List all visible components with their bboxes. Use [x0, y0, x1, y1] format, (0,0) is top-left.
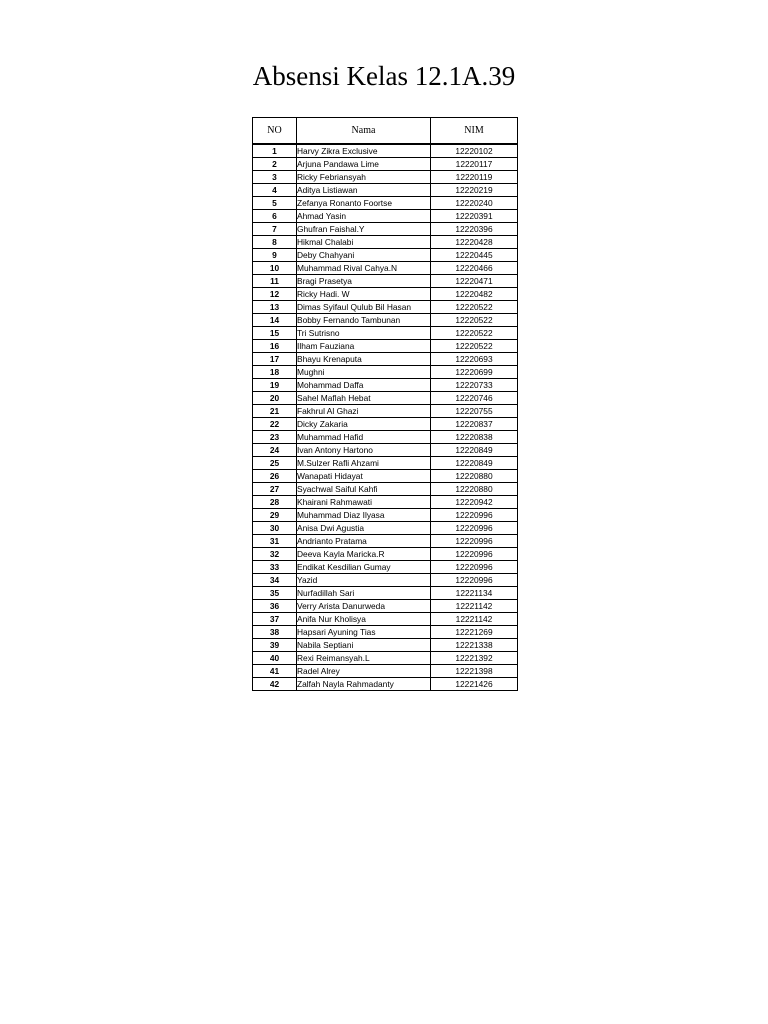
- attendance-table: [252, 117, 518, 691]
- cell-nim: 12220996: [431, 535, 518, 548]
- cell-nim: 12220880: [431, 470, 518, 483]
- table-row: [253, 314, 518, 327]
- cell-nim: 12220102: [431, 144, 518, 158]
- cell-nim: 12220391: [431, 210, 518, 223]
- cell-no: 19: [253, 379, 297, 392]
- cell-nim: 12221142: [431, 613, 518, 626]
- table-row: [253, 457, 518, 470]
- cell-no: 5: [253, 197, 297, 210]
- cell-nama: M.Sulzer Rafli Ahzami: [297, 457, 431, 470]
- cell-nim: 12220522: [431, 314, 518, 327]
- cell-nim: 12221398: [431, 665, 518, 678]
- table-row: [253, 301, 518, 314]
- cell-nim: 12220849: [431, 457, 518, 470]
- cell-nim: 12220733: [431, 379, 518, 392]
- table-row: [253, 223, 518, 236]
- cell-nim: 12220996: [431, 561, 518, 574]
- cell-no: 27: [253, 483, 297, 496]
- table-row: [253, 613, 518, 626]
- cell-nim: 12220699: [431, 366, 518, 379]
- table-row: [253, 639, 518, 652]
- table-row: [253, 405, 518, 418]
- cell-nim: 12220693: [431, 353, 518, 366]
- table-row: [253, 327, 518, 340]
- cell-nama: Rexi Reimansyah.L: [297, 652, 431, 665]
- cell-no: 31: [253, 535, 297, 548]
- cell-nim: 12220880: [431, 483, 518, 496]
- table-row: [253, 249, 518, 262]
- cell-nama: Anifa Nur Kholisya: [297, 613, 431, 626]
- cell-nama: Sahel Maflah Hebat: [297, 392, 431, 405]
- cell-no: 25: [253, 457, 297, 470]
- cell-no: 16: [253, 340, 297, 353]
- cell-nama: Radel Alrey: [297, 665, 431, 678]
- cell-no: 6: [253, 210, 297, 223]
- cell-nama: Hikmal Chalabi: [297, 236, 431, 249]
- cell-nim: 12220755: [431, 405, 518, 418]
- cell-no: 18: [253, 366, 297, 379]
- cell-nama: Dimas Syifaul Qulub Bil Hasan: [297, 301, 431, 314]
- cell-nama: Muhammad Rival Cahya.N: [297, 262, 431, 275]
- cell-no: 29: [253, 509, 297, 522]
- cell-nama: Muhammad Hafid: [297, 431, 431, 444]
- cell-nama: Mughni: [297, 366, 431, 379]
- table-row: [253, 548, 518, 561]
- cell-nama: Khairani Rahmawati: [297, 496, 431, 509]
- table-row: [253, 561, 518, 574]
- table-row: [253, 210, 518, 223]
- cell-nim: 12221392: [431, 652, 518, 665]
- table-row: [253, 509, 518, 522]
- table-row: [253, 197, 518, 210]
- cell-no: 7: [253, 223, 297, 236]
- cell-nim: 12221269: [431, 626, 518, 639]
- cell-no: 39: [253, 639, 297, 652]
- header-nim: NIM: [431, 118, 518, 145]
- cell-nama: Ahmad Yasin: [297, 210, 431, 223]
- cell-nim: 12220838: [431, 431, 518, 444]
- cell-nama: Wanapati Hidayat: [297, 470, 431, 483]
- cell-nim: 12220219: [431, 184, 518, 197]
- table-row: [253, 236, 518, 249]
- cell-nama: Bobby Fernando Tambunan: [297, 314, 431, 327]
- cell-no: 36: [253, 600, 297, 613]
- cell-nama: Syachwal Saiful Kahfi: [297, 483, 431, 496]
- cell-no: 10: [253, 262, 297, 275]
- table-row: [253, 171, 518, 184]
- cell-nama: Bhayu Krenaputa: [297, 353, 431, 366]
- cell-nim: 12221338: [431, 639, 518, 652]
- cell-nama: Arjuna Pandawa Lime: [297, 158, 431, 171]
- cell-nama: Nabila Septiani: [297, 639, 431, 652]
- cell-no: 35: [253, 587, 297, 600]
- cell-nim: 12220240: [431, 197, 518, 210]
- cell-no: 11: [253, 275, 297, 288]
- cell-nama: Aditya Listiawan: [297, 184, 431, 197]
- cell-nama: Andrianto Pratama: [297, 535, 431, 548]
- cell-nama: Zefanya Ronanto Foortse: [297, 197, 431, 210]
- table-row: [253, 587, 518, 600]
- cell-nim: 12220482: [431, 288, 518, 301]
- cell-nim: 12220996: [431, 574, 518, 587]
- cell-nama: Ricky Febriansyah: [297, 171, 431, 184]
- table-row: [253, 535, 518, 548]
- cell-no: 20: [253, 392, 297, 405]
- table-row: [253, 626, 518, 639]
- cell-nim: 12221426: [431, 678, 518, 691]
- cell-no: 3: [253, 171, 297, 184]
- table-row: [253, 288, 518, 301]
- cell-no: 28: [253, 496, 297, 509]
- table-row: [253, 353, 518, 366]
- header-nama: Nama: [297, 118, 431, 145]
- cell-nim: 12220522: [431, 340, 518, 353]
- cell-no: 17: [253, 353, 297, 366]
- cell-nim: 12220119: [431, 171, 518, 184]
- cell-nim: 12220522: [431, 327, 518, 340]
- cell-nama: Deby Chahyani: [297, 249, 431, 262]
- table-body: [253, 144, 518, 691]
- table-row: [253, 522, 518, 535]
- cell-no: 26: [253, 470, 297, 483]
- cell-no: 38: [253, 626, 297, 639]
- table-row: [253, 158, 518, 171]
- table-row: [253, 340, 518, 353]
- cell-no: 30: [253, 522, 297, 535]
- table-row: [253, 366, 518, 379]
- cell-nim: 12220396: [431, 223, 518, 236]
- cell-nama: Verry Arista Danurweda: [297, 600, 431, 613]
- cell-nama: Harvy Zikra Exclusive: [297, 144, 431, 158]
- cell-nama: Deeva Kayla Maricka.R: [297, 548, 431, 561]
- table-row: [253, 144, 518, 158]
- cell-nim: 12220445: [431, 249, 518, 262]
- cell-nama: Anisa Dwi Agustia: [297, 522, 431, 535]
- cell-no: 9: [253, 249, 297, 262]
- cell-nama: Tri Sutrisno: [297, 327, 431, 340]
- cell-nama: Bragi Prasetya: [297, 275, 431, 288]
- cell-no: 40: [253, 652, 297, 665]
- cell-nama: Mohammad Daffa: [297, 379, 431, 392]
- cell-no: 37: [253, 613, 297, 626]
- table-row: [253, 431, 518, 444]
- cell-nim: 12221134: [431, 587, 518, 600]
- table-row: [253, 262, 518, 275]
- table-row: [253, 444, 518, 457]
- table-row: [253, 379, 518, 392]
- cell-nim: 12220471: [431, 275, 518, 288]
- cell-nim: 12220996: [431, 522, 518, 535]
- cell-nim: 12220996: [431, 509, 518, 522]
- cell-nim: 12220117: [431, 158, 518, 171]
- table-header-row: [253, 118, 518, 145]
- table-row: [253, 600, 518, 613]
- cell-nama: Ghufran Faishal.Y: [297, 223, 431, 236]
- cell-no: 2: [253, 158, 297, 171]
- cell-nama: Ilham Fauziana: [297, 340, 431, 353]
- table-row: [253, 275, 518, 288]
- cell-no: 23: [253, 431, 297, 444]
- cell-nama: Endikat Kesdilian Gumay: [297, 561, 431, 574]
- cell-nama: Fakhrul Al Ghazi: [297, 405, 431, 418]
- table-row: [253, 483, 518, 496]
- cell-no: 4: [253, 184, 297, 197]
- cell-no: 24: [253, 444, 297, 457]
- table-row: [253, 678, 518, 691]
- cell-no: 1: [253, 144, 297, 158]
- table-row: [253, 392, 518, 405]
- cell-nama: Zalfah Nayla Rahmadanty: [297, 678, 431, 691]
- cell-nama: Dicky Zakaria: [297, 418, 431, 431]
- cell-nim: 12220428: [431, 236, 518, 249]
- cell-no: 21: [253, 405, 297, 418]
- page-title: Absensi Kelas 12.1A.39: [252, 61, 516, 91]
- cell-nim: 12220996: [431, 548, 518, 561]
- header-no: NO: [253, 118, 297, 145]
- cell-no: 12: [253, 288, 297, 301]
- cell-nama: Muhammad Diaz Ilyasa: [297, 509, 431, 522]
- cell-no: 13: [253, 301, 297, 314]
- cell-nim: 12220942: [431, 496, 518, 509]
- cell-no: 14: [253, 314, 297, 327]
- table-row: [253, 418, 518, 431]
- table-row: [253, 184, 518, 197]
- cell-nama: Nurfadillah Sari: [297, 587, 431, 600]
- table-row: [253, 574, 518, 587]
- cell-no: 41: [253, 665, 297, 678]
- cell-no: 33: [253, 561, 297, 574]
- cell-nim: 12221142: [431, 600, 518, 613]
- cell-nama: Yazid: [297, 574, 431, 587]
- cell-no: 34: [253, 574, 297, 587]
- cell-no: 42: [253, 678, 297, 691]
- cell-no: 8: [253, 236, 297, 249]
- cell-nim: 12220522: [431, 301, 518, 314]
- cell-nim: 12220849: [431, 444, 518, 457]
- table-row: [253, 652, 518, 665]
- cell-nim: 12220466: [431, 262, 518, 275]
- table-row: [253, 470, 518, 483]
- cell-nim: 12220746: [431, 392, 518, 405]
- table-row: [253, 665, 518, 678]
- cell-no: 32: [253, 548, 297, 561]
- cell-nim: 12220837: [431, 418, 518, 431]
- cell-no: 22: [253, 418, 297, 431]
- cell-nama: Ricky Hadi. W: [297, 288, 431, 301]
- cell-nama: Ivan Antony Hartono: [297, 444, 431, 457]
- cell-nama: Hapsari Ayuning Tias: [297, 626, 431, 639]
- table-row: [253, 496, 518, 509]
- cell-no: 15: [253, 327, 297, 340]
